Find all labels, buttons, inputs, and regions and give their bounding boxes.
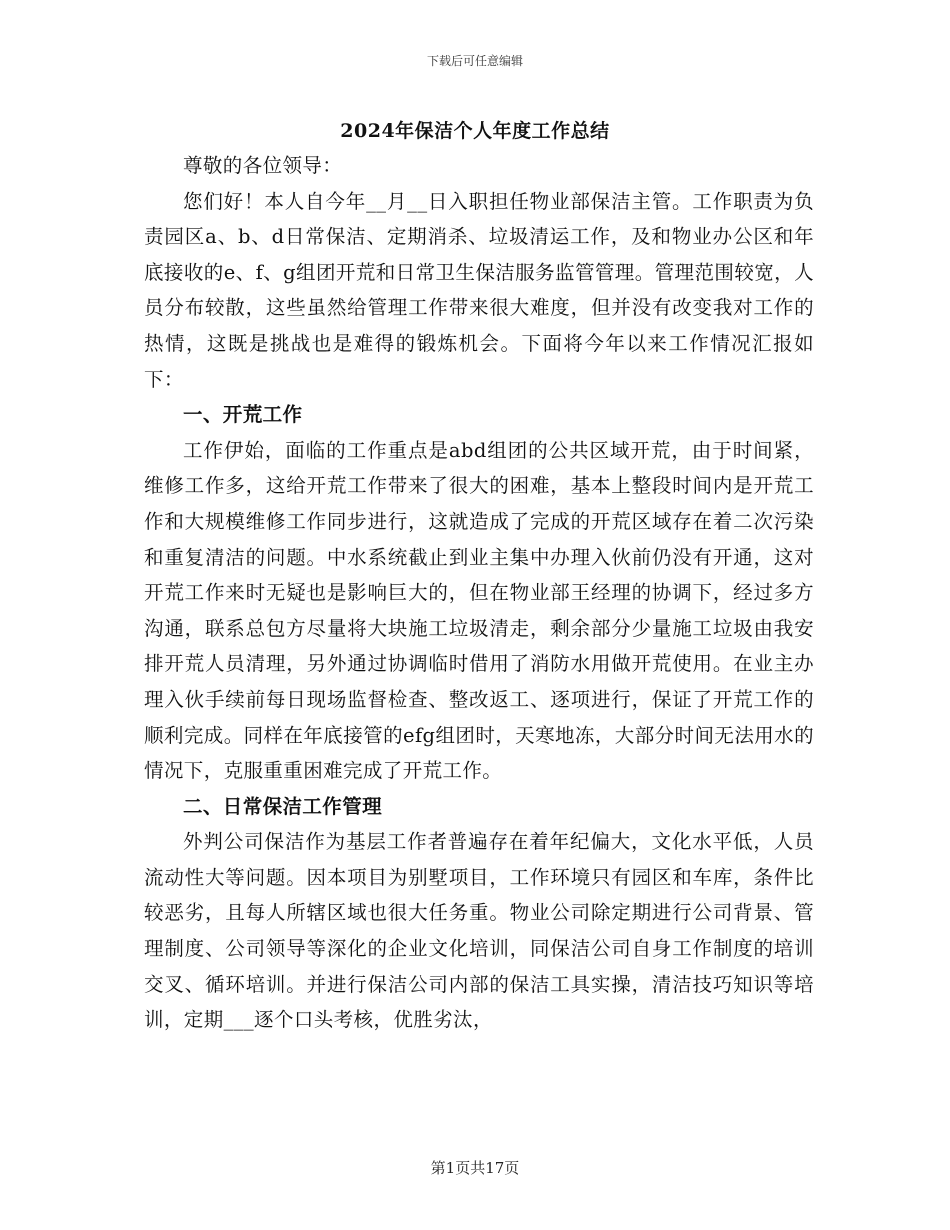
section-heading-daily-cleaning: 二、日常保洁工作管理 (183, 794, 383, 818)
document-title: 2024年保洁个人年度工作总结 (340, 120, 610, 142)
section-heading-land-reclamation: 一、开荒工作 (183, 403, 303, 427)
salutation: 尊敬的各位领导： (183, 154, 343, 177)
paragraph-land-reclamation: 工作伊始，面临的工作重点是abd组团的公共区域开荒，由于时间紧，维修工作多，这给开荒工作带来了很大的困难，基本上整段时间内是开荒工作和大规模维修工作同步进行，这就造成了完成的开荒区域存在着二次污染和重复清洁的问题。中水系统截止到业主集中办理入伙前仍没有开通，这对开荒工作来时无疑也是影响巨大的，但在物业部王经理的协调下，经过多方沟通，联系总包方尽量将大块施工垃圾清走，剩余部分少量施工垃圾由我安排开荒人员清理，另外通过协调临时借用了消防水用做开荒使用。在业主办理入伙手续前每日现场监督检查、整改返工、逐项进行，保证了开荒工作的顺利完成。同样在年底接管的efg组团时，天寒地冻，大部分时间无法用水的情况下，克服重重困难完成了开荒工作。 (144, 438, 814, 783)
document-body (144, 148, 814, 1038)
page-number: 第1页共17页 (430, 1159, 520, 1177)
header-note: 下载后可任意编辑 (426, 54, 523, 68)
paragraph-daily-cleaning: 外判公司保洁作为基层工作者普遍存在着年纪偏大，文化水平低，人员流动性大等问题。因本项目为别墅项目，工作环境只有园区和车库，条件比较恶劣，且每人所辖区域也很大任务重。物业公司除定期进行公司背景、管理制度、公司领导等深化的企业文化培训，同保洁公司自身工作制度的培训交叉、循环培训。并进行保洁公司内部的保洁工具实操，清洁技巧知识等培训，定期___逐个口头考核，优胜劣汰， (144, 830, 814, 1032)
paragraph-intro: 您们好！本人自今年__月__日入职担任物业部保洁主管。工作职责为负责园区a、b、d日常保洁、定期消杀、垃圾清运工作，及和物业办公区和年底接收的e、f、g组团开荒和日常卫生保洁服务监管管理。管理范围较宽，人员分布较散，这些虽然给管理工作带来很大难度，但并没有改变我对工作的热情，这既是挑战也是难得的锻炼机会。下面将今年以来工作情况汇报如下： (144, 189, 814, 391)
